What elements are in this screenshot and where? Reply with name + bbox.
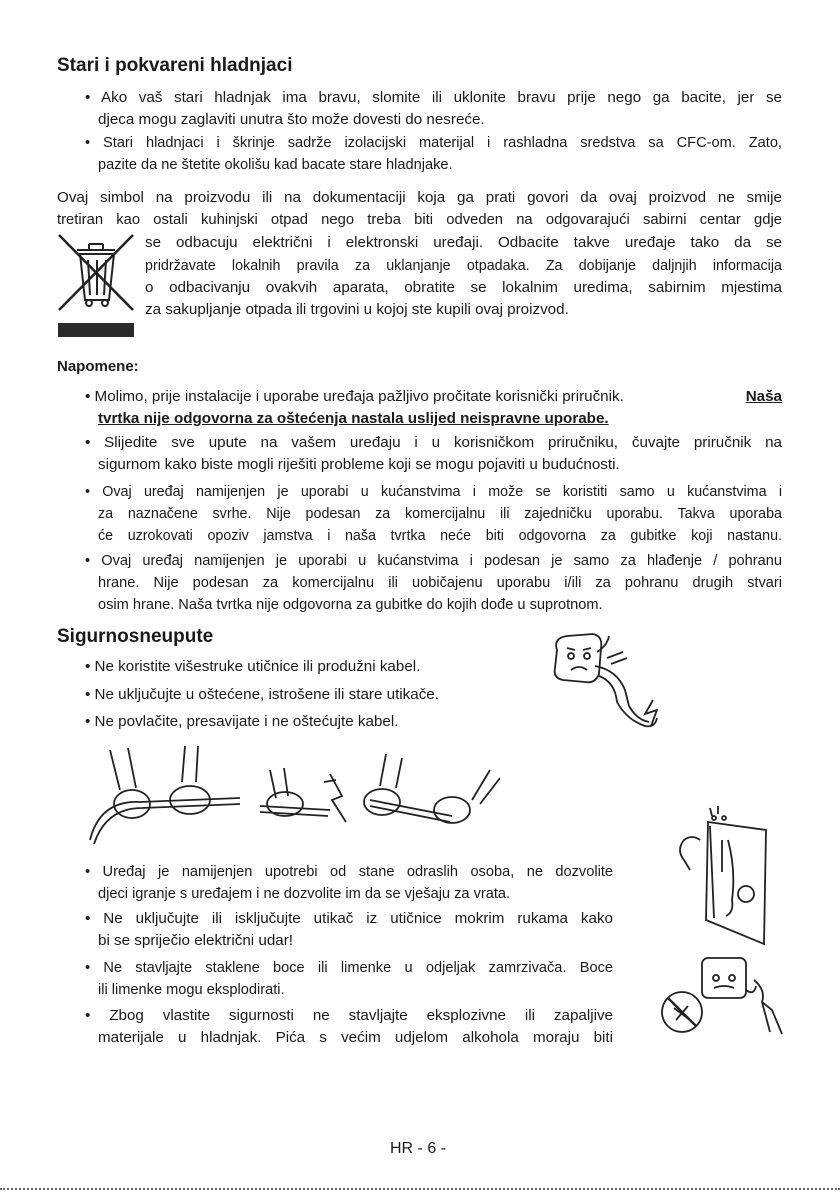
weee-text-line: Ovaj simbol na proizvodu ili na dokumentaciji koja ga prati govori da ovaj proizvod ne smije — [57, 189, 782, 206]
weee-text-line: pridržavate lokalnih pravila za uklanjanje otpadaka. Za dobijanje daljnjih informacija — [145, 258, 782, 274]
weee-text-line: se odbacuju električni i elektronski uređaji. Odbacite takve uređaje tako da se — [145, 234, 782, 251]
list-item: • Ne uključujte ili isključujte utikač iz utičnice mokrim rukama kako bi se spriječio električni udar! — [85, 910, 613, 949]
safety-title: Sigurnosneupute — [57, 626, 214, 647]
list-item: • Ne uključujte u oštećene, istrošene ili stare utikače. — [85, 686, 439, 703]
wet-hands-socket-icon — [658, 950, 788, 1045]
page-number: HR - 6 - — [390, 1140, 446, 1157]
weee-crossed-bin-icon — [55, 230, 137, 340]
list-item: • Zbog vlastite sigurnosti ne stavljajte eksplozivne ili zapaljive materijale u hladnjak. Pića s većim udjelom alkohola moraju biti — [85, 1007, 613, 1046]
list-item: • Ne stavljajte staklene boce ili limenke u odjeljak zamrzivača. Boce ili limenke mogu eksplodirati. — [85, 960, 613, 998]
list-item: • Ovaj uređaj namijenjen je uporabi u kućanstvima i može se koristiti samo u kućanstvima i za naznačene svrhe. Nije podesan za komercijalnu ili zajedničku uporabu. Takva uporaba će uzrokovati opoziv jamstva i naša tvrtka neće biti odgovorna za gubitke koji nastanu. — [85, 484, 782, 544]
angry-plug-icon — [545, 630, 675, 740]
weee-text-line: za sakupljanje otpada ili trgovini u kojoj ste kupili ovaj proizvod. — [145, 301, 569, 318]
weee-text-line: tretiran kao ostali kuhinjski otpad nego treba biti odveden na odgovarajući sabirni centar gdje — [57, 212, 782, 228]
child-on-door-icon — [670, 800, 775, 950]
bottom-divider — [0, 1188, 840, 1190]
section-title-old-fridges: Stari i pokvareni hladnjaci — [57, 55, 293, 76]
list-item: • Slijedite sve upute na vašem uređaju i u korisničkom priručniku, čuvajte priručnik na sigurnom kako biste mogli riješiti probleme koji se mogu pojaviti u budućnosti. — [85, 434, 782, 473]
weee-text-line: o odbacivanju ovakvih aparata, obratite se lokalnim uredima, sabirnim mjestima — [145, 279, 782, 296]
list-item: • Ne koristite višestruke utičnice ili produžni kabel. — [85, 658, 421, 675]
list-item: • Ne povlačite, presavijate i ne oštećujte kabel. — [85, 713, 399, 730]
list-item: • Stari hladnjaci i škrinje sadrže izolacijski materijal i rashladna sredstva sa CFC-om. Zato, pazite da ne štetite okolišu kad bacate stare hladnjake. — [85, 135, 782, 173]
notes-title: Napomene: — [57, 358, 139, 375]
list-item: • Ovaj uređaj namijenjen je uporabi u kućanstvima i podesan je samo za hlađenje / pohranu hrane. Nije podesan za komercijalnu ili uobičajenu uporabu i/ili za pohranu drugih stvari osim hrane. Naša tvrtka nije odgovorna za gubitke do kojih dođe u suprotnom. — [85, 553, 782, 613]
list-item: • Molimo, prije instalacije i uporabe uređaja pažljivo pročitate korisnički priručnik. Naša tvrtka nije odgovorna za oštećenja nastala uslijed neispravne uporabe. — [85, 388, 782, 427]
list-item: • Ako vaš stari hladnjak ima bravu, slomite ili uklonite bravu prije nego ga bacite, jer se djeca mogu zaglaviti unutra što može dovesti do nesreće. — [85, 89, 782, 128]
list-item: • Uređaj je namijenjen upotrebi od stane odraslih osoba, ne dozvolite djeci igranje s uređajem i ne dozvolite im da se vješaju za vrata. — [85, 864, 613, 902]
cable-handling-illustration — [80, 740, 500, 850]
